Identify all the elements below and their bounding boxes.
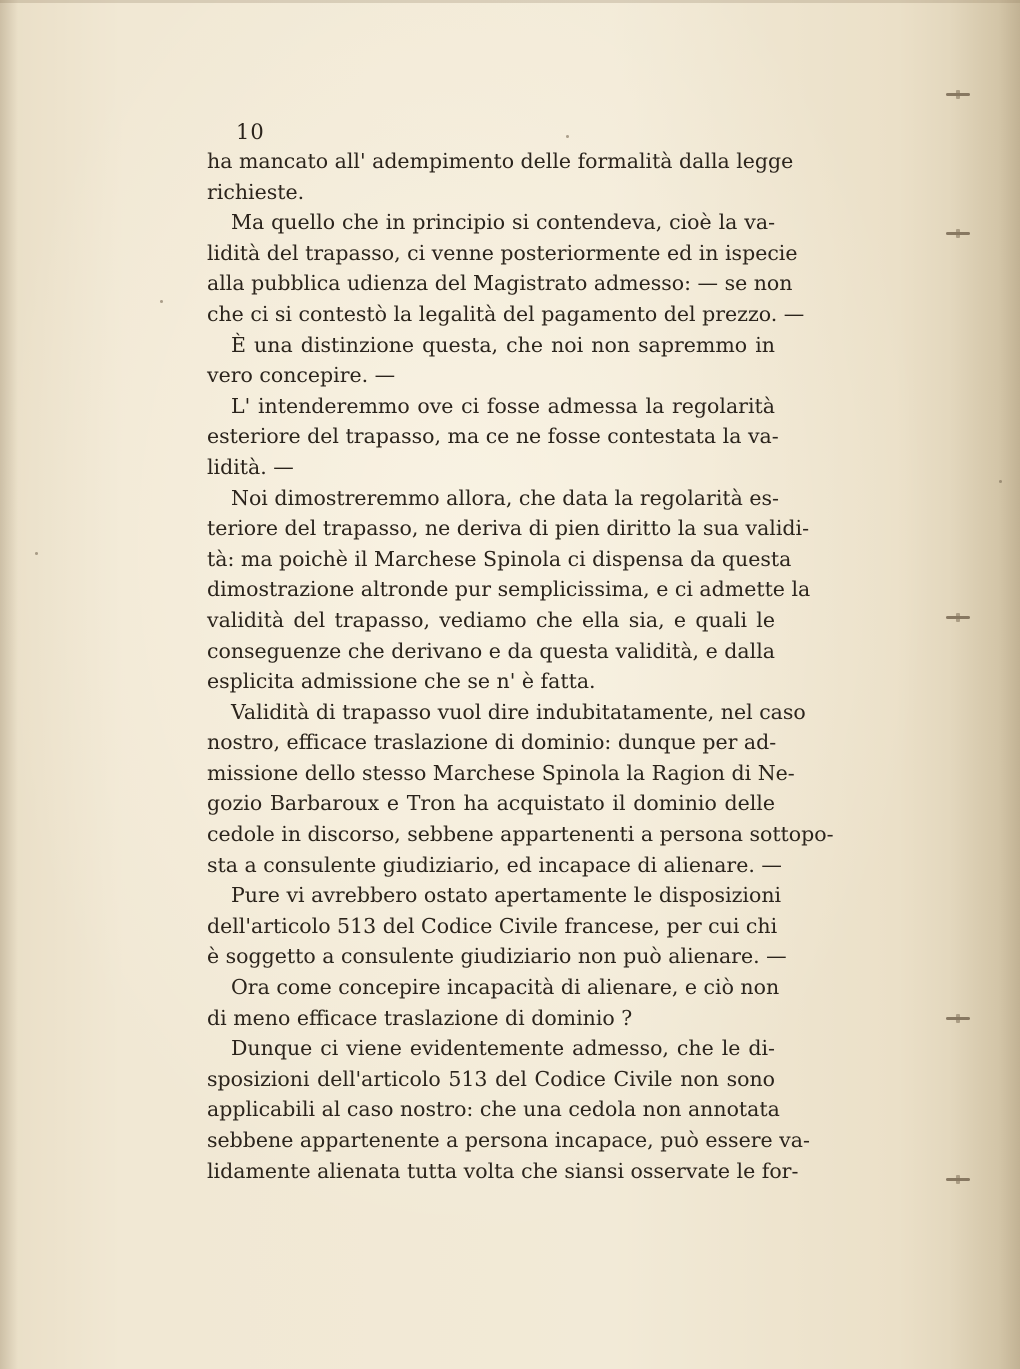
text-line: L' intenderemmo ove ci fosse admessa la regolarità [231, 393, 775, 418]
text-line: tà: ma poichè il Marchese Spinola ci dispensa da questa [207, 546, 792, 571]
paper-speck [35, 552, 38, 555]
text-line: sebbene appartenente a persona incapace, può essere va- [207, 1128, 810, 1152]
binding-stitch [946, 93, 970, 96]
page-number: 10 [236, 120, 265, 144]
text-line: missione dello stesso Marchese Spinola la Ragion di Ne- [207, 760, 795, 785]
text-line: applicabili al caso nostro: che una cedola non annotata [207, 1097, 780, 1122]
text-line: validità del trapasso, vediamo che ella sia, e quali le [207, 607, 775, 632]
paper-speck [999, 480, 1002, 483]
body-text [207, 146, 834, 1186]
binding-stitch [946, 1178, 970, 1181]
text-line: che ci si contestò la legalità del pagamento del prezzo. — [207, 301, 805, 326]
text-line: Dunque ci viene evidentemente admesso, che le di- [231, 1036, 775, 1061]
binding-stitch [946, 1017, 970, 1020]
text-line: conseguenze che derivano e da questa validità, e dalla [207, 638, 775, 663]
text-line: sposizioni dell'articolo 513 del Codice Civile non sono [207, 1066, 775, 1091]
text-line: di meno efficace traslazione di dominio ? [207, 1005, 633, 1030]
text-line: Pure vi avrebbero ostato apertamente le disposizioni [231, 883, 782, 908]
text-line: dimostrazione altronde pur semplicissima, e ci admette la [207, 577, 811, 602]
binding-shadow [0, 0, 18, 1369]
text-line: richieste. [207, 179, 305, 204]
text-line: vero concepire. — [207, 363, 396, 388]
text-line: teriore del trapasso, ne deriva di pien diritto la sua validi- [207, 516, 810, 541]
right-page-fold [950, 0, 1020, 1369]
paper-speck [566, 135, 569, 138]
text-line: sta a consulente giudiziario, ed incapace di alienare. — [207, 852, 782, 877]
text-line: nostro, efficace traslazione di dominio: dunque per ad- [207, 730, 777, 755]
text-line: lidità del trapasso, ci venne posteriormente ed in ispecie [207, 240, 798, 265]
text-line: esplicita admissione che se n' è fatta. [207, 669, 596, 694]
text-line: lidità. — [207, 454, 294, 479]
page-top-edge [0, 0, 1020, 3]
text-line: dell'articolo 513 del Codice Civile francese, per cui chi [207, 913, 778, 938]
text-line: gozio Barbaroux e Tron ha acquistato il dominio delle [207, 791, 775, 816]
text-line: alla pubblica udienza del Magistrato admesso: — se non [207, 271, 793, 296]
text-line: Ma quello che in principio si contendeva, cioè la va- [231, 210, 775, 235]
text-line: è soggetto a consulente giudiziario non può alienare. — [207, 944, 787, 969]
text-line: Noi dimostreremmo allora, che data la regolarità es- [231, 485, 779, 510]
text-line: Validità di trapasso vuol dire indubitatamente, nel caso [231, 699, 806, 724]
binding-stitch [946, 616, 970, 619]
text-line: ha mancato all' adempimento delle formalità dalla legge [207, 149, 794, 173]
binding-stitch [946, 232, 970, 235]
text-line: Ora come concepire incapacità di alienare, e ciò non [231, 975, 780, 1000]
text-line: esteriore del trapasso, ma ce ne fosse contestata la va- [207, 424, 779, 449]
text-line: È una distinzione questa, che noi non sapremmo in [231, 332, 775, 357]
paper-speck [160, 300, 163, 303]
text-line: lidamente alienata tutta volta che siansi osservate le for- [207, 1158, 799, 1183]
text-line: cedole in discorso, sebbene appartenenti a persona sottopo- [207, 822, 834, 847]
